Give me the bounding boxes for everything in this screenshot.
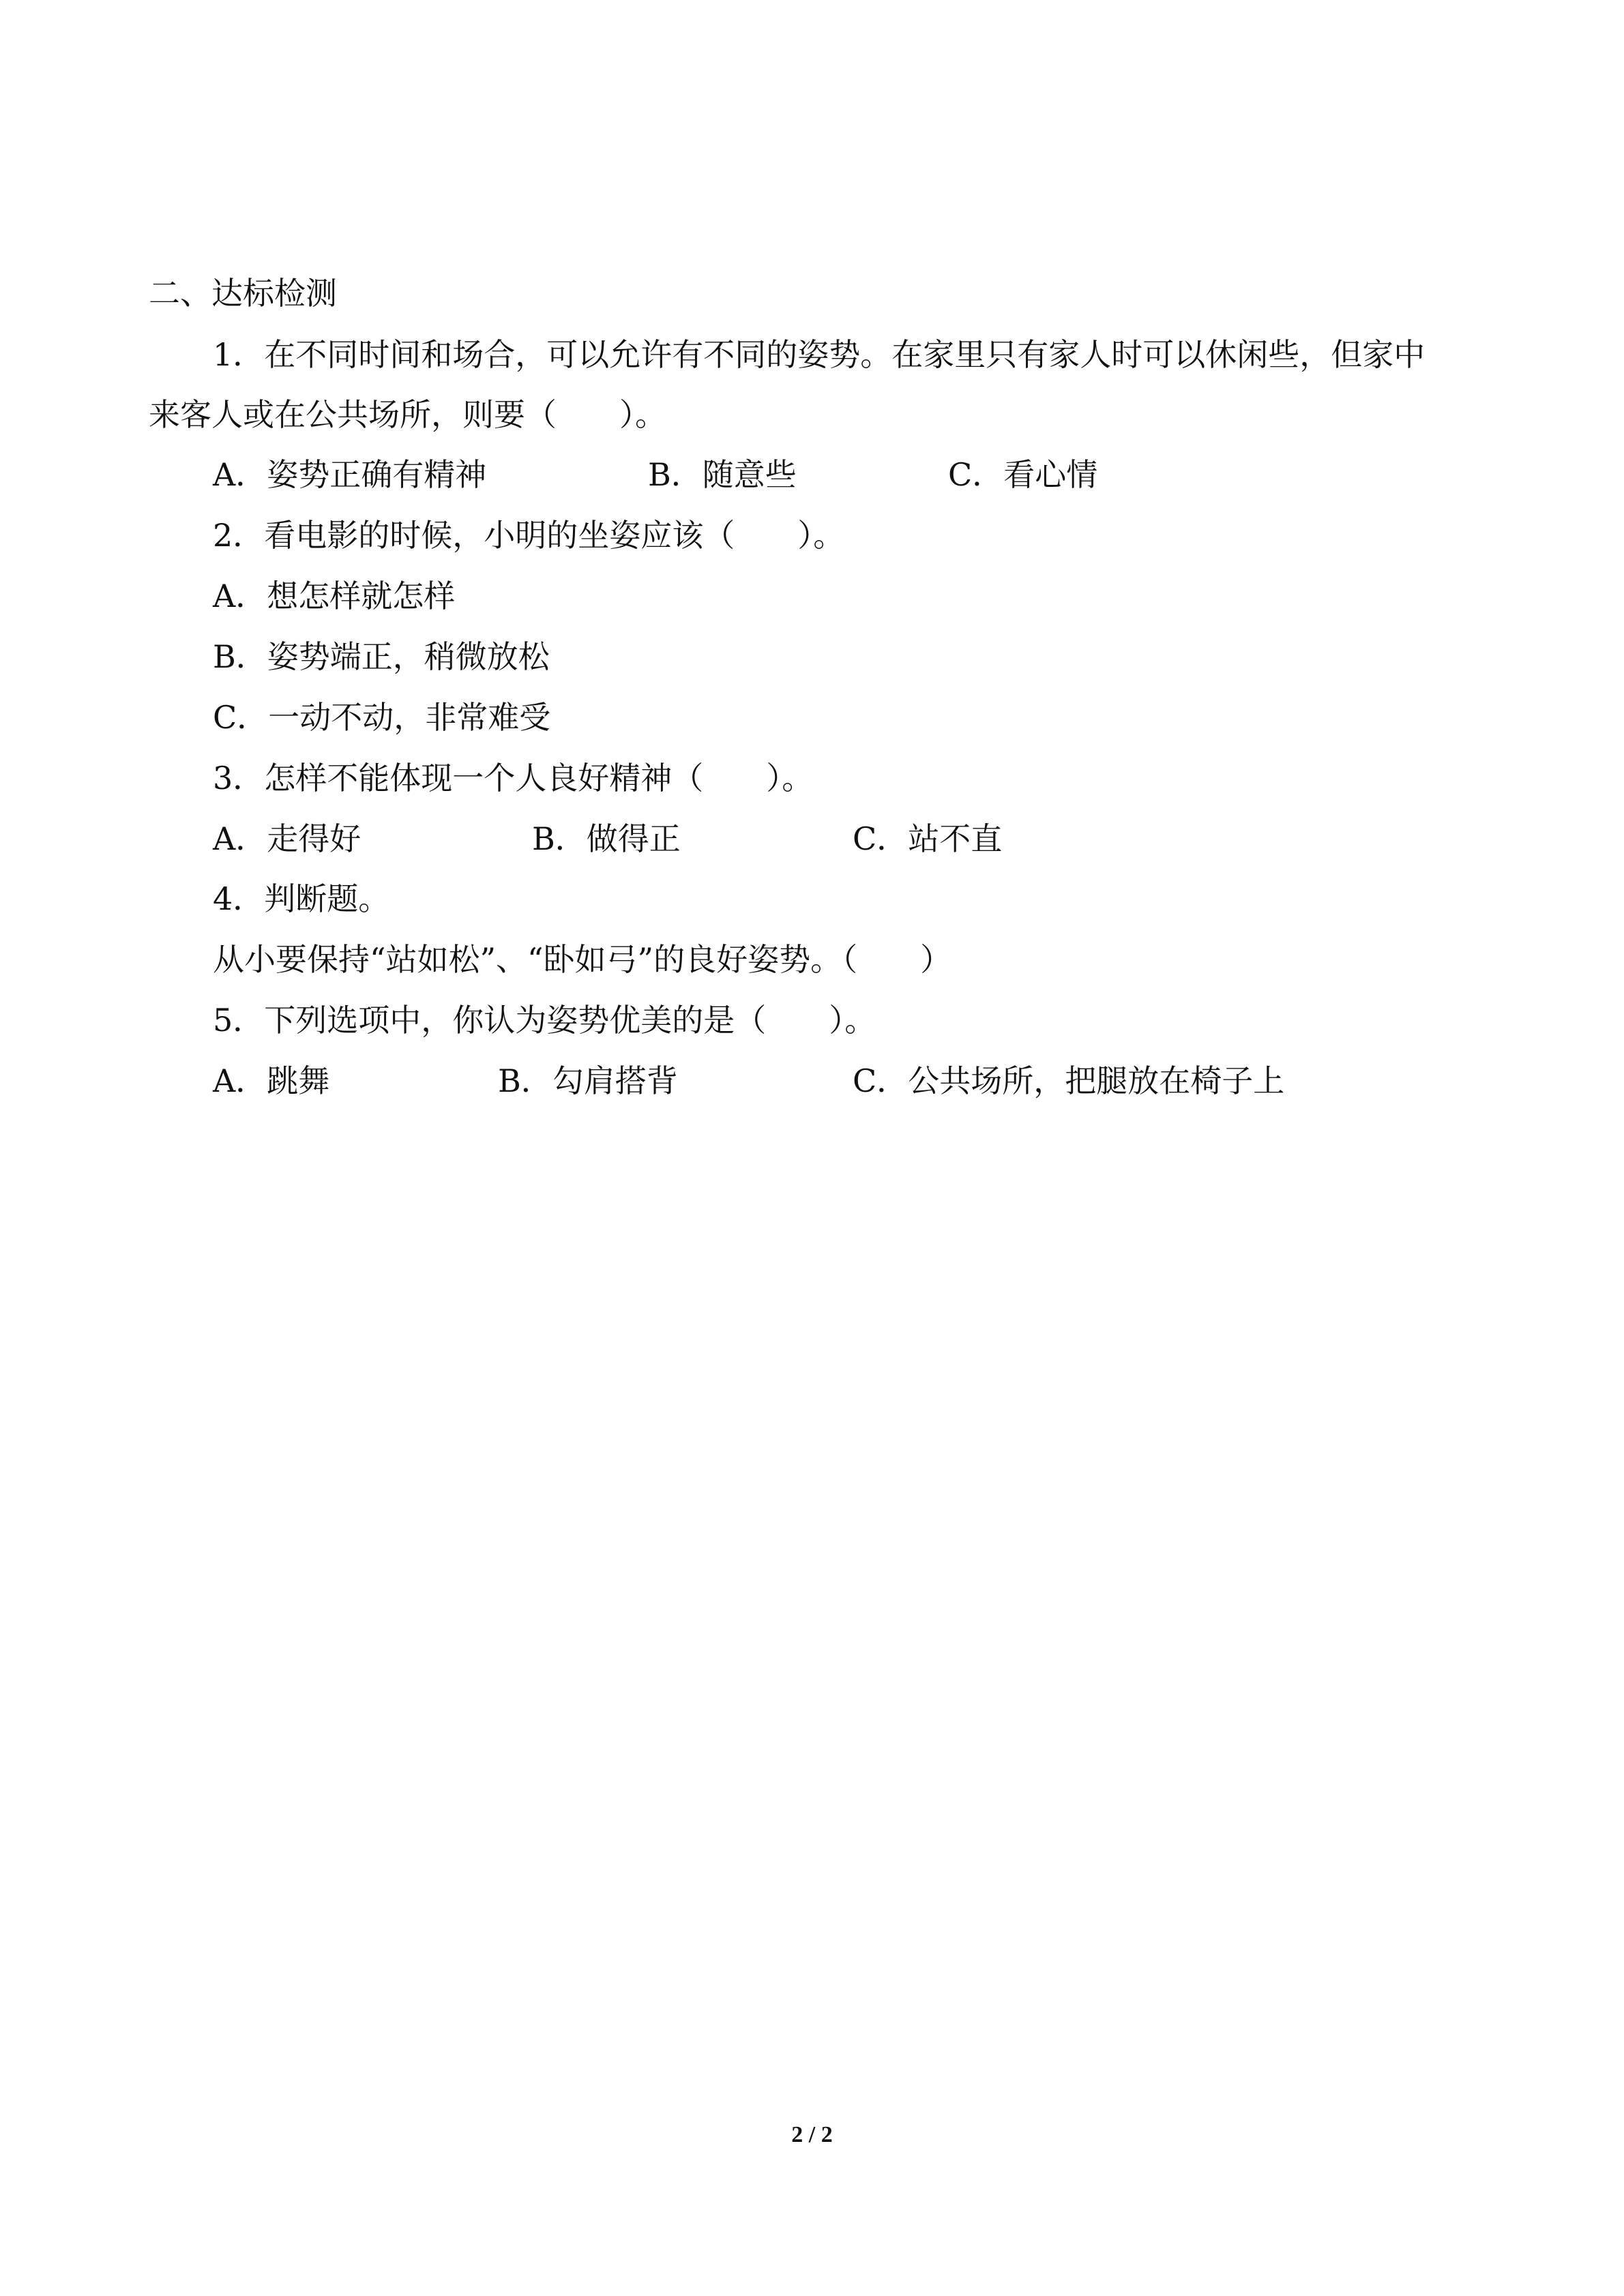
question-2-option-c: C．一动不动，非常难受 bbox=[213, 699, 551, 736]
question-3-option-c: C．站不直 bbox=[853, 820, 1003, 857]
section-title: 二、达标检测 bbox=[149, 275, 337, 312]
question-3-options bbox=[213, 820, 1441, 858]
question-3-option-a: A．走得好 bbox=[213, 820, 361, 857]
question-1-line-1: 1．在不同时间和场合，可以允许有不同的姿势。在家里只有家人时可以休闲些，但家中 bbox=[213, 336, 1426, 373]
question-2-stem: 2．看电影的时候，小明的坐姿应该（ ）。 bbox=[213, 517, 845, 554]
page-number: 2 / 2 bbox=[791, 2122, 833, 2147]
question-1-options bbox=[213, 456, 1441, 494]
question-3-stem: 3．怎样不能体现一个人良好精神（ ）。 bbox=[213, 760, 814, 796]
question-1-line-2: 来客人或在公共场所，则要（ ）。 bbox=[149, 396, 666, 433]
question-5-options bbox=[213, 1062, 1441, 1100]
question-1-option-b: B．随意些 bbox=[648, 456, 797, 493]
question-3-option-b: B．做得正 bbox=[532, 820, 681, 857]
question-2-option-a: A．想怎样就怎样 bbox=[213, 578, 456, 614]
question-4-statement: 从小要保持“站如松”、“卧如弓”的良好姿势。（ ） bbox=[213, 941, 952, 978]
question-5-option-b: B．勾肩搭背 bbox=[498, 1062, 678, 1099]
question-4-stem: 4．判断题。 bbox=[213, 880, 390, 917]
question-1-option-c: C．看心情 bbox=[948, 456, 1098, 493]
question-5-option-a: A．跳舞 bbox=[213, 1062, 330, 1099]
question-2-option-b: B．姿势端正，稍微放松 bbox=[213, 638, 550, 675]
question-1-option-a: A．姿势正确有精神 bbox=[213, 456, 487, 493]
question-5-option-c: C．公共场所，把腿放在椅子上 bbox=[853, 1062, 1285, 1099]
question-5-stem: 5．下列选项中，你认为姿势优美的是（ ）。 bbox=[213, 1002, 876, 1039]
